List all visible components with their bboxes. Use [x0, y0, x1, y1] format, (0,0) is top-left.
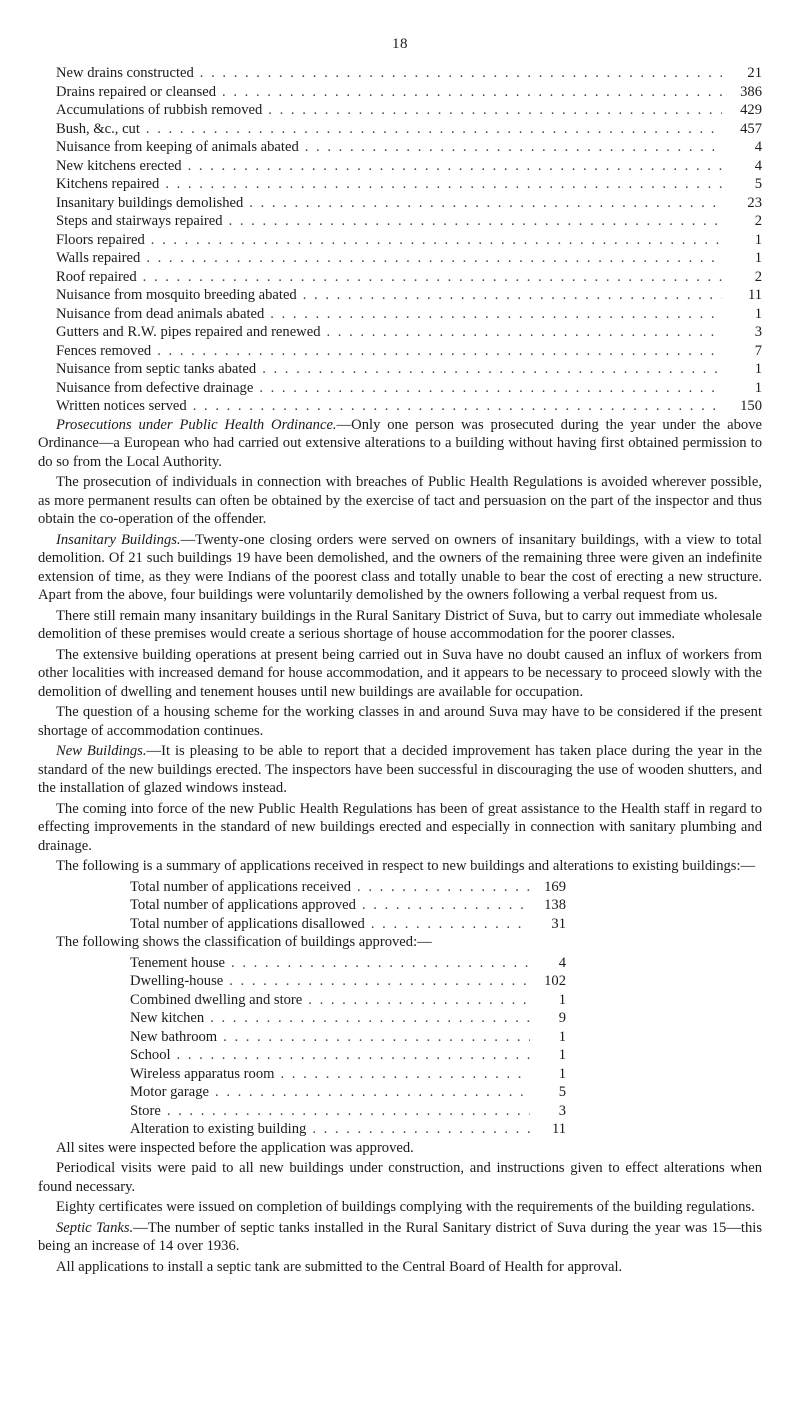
row-value: 4 — [754, 157, 762, 174]
row-label: Roof repaired — [56, 268, 137, 285]
table-row — [130, 878, 566, 897]
row-label: New kitchen — [130, 1010, 205, 1026]
row-label: New kitchens erected — [56, 157, 182, 174]
row-label: Combined dwelling and store — [130, 991, 303, 1008]
applications-table — [130, 878, 566, 934]
paragraph: Eighty certificates were issued on completion of buildings complying with the requirements of the building regulations. — [56, 1199, 755, 1215]
table-row — [56, 379, 762, 398]
table-row — [130, 896, 566, 915]
row-label: Written notices served — [56, 398, 187, 414]
leader-dots — [321, 323, 723, 342]
table-row — [130, 1102, 566, 1121]
row-value: 23 — [747, 194, 762, 211]
paragraph-text: —It is pleasing to be able to report that a decided improvement has taken place during the year in the standard of the new buildings erected. The inspectors have been successful in discouraging the use of wooden shutters, and the installation of glazed windows instead. — [38, 743, 762, 796]
row-label: Floors repaired — [56, 231, 145, 248]
row-value: 4 — [754, 139, 762, 155]
row-label: Total number of applications disallowed — [130, 915, 365, 932]
paragraph-septic-tanks — [38, 1219, 762, 1256]
table-row — [130, 1083, 566, 1102]
row-label: Walls repaired — [56, 250, 141, 266]
paragraph: All applications to install a septic tank are submitted to the Central Board of Health for approval. — [56, 1258, 623, 1275]
row-label: Total number of applications approved — [130, 897, 356, 913]
row-label: Bush, &c., cut — [56, 120, 140, 137]
paragraph-new-buildings — [38, 742, 762, 798]
table-row — [56, 323, 762, 342]
table-row — [56, 175, 762, 194]
row-value: 1 — [754, 305, 762, 322]
leader-dots — [253, 379, 722, 398]
leader-dots — [302, 991, 530, 1010]
leader-dots — [140, 249, 722, 268]
row-label: Tenement house — [130, 954, 226, 971]
leader-dots — [275, 1065, 531, 1084]
leader-dots — [365, 915, 530, 934]
paragraph: All sites were inspected before the application was approved. — [56, 1139, 414, 1156]
table-row — [56, 157, 762, 176]
row-value: 429 — [740, 102, 762, 118]
table-row — [130, 1046, 566, 1065]
section-heading: New Buildings. — [56, 743, 147, 759]
row-label: Store — [130, 1102, 161, 1119]
row-value: 1 — [754, 250, 762, 266]
leader-dots — [262, 101, 722, 120]
table-row — [130, 1028, 566, 1047]
row-value: 11 — [551, 1121, 566, 1137]
row-label: Steps and stairways repaired — [56, 213, 223, 229]
leader-dots — [145, 231, 722, 250]
row-label: Insanitary buildings demolished — [56, 194, 244, 211]
section-heading: Prosecutions under Public Health Ordinance. — [56, 416, 337, 433]
row-value: 1 — [558, 991, 566, 1008]
row-label: School — [130, 1047, 171, 1063]
section-heading: Septic Tanks. — [56, 1219, 134, 1236]
leader-dots — [204, 1009, 530, 1028]
paragraph-text: —The number of septic tanks installed in the Rural Sanitary district of Suva during the year was 15—this being an increase of 14 over 1936. — [38, 1219, 762, 1254]
works-table — [56, 64, 762, 416]
row-value: 31 — [551, 915, 566, 932]
leader-dots — [356, 896, 530, 915]
table-row — [56, 231, 762, 250]
leader-dots — [223, 212, 722, 231]
paragraph: The following shows the classification of buildings approved:— — [56, 934, 432, 950]
table-row — [56, 212, 762, 231]
row-label: Accumulations of rubbish removed — [56, 102, 263, 118]
row-value: 1 — [754, 379, 762, 396]
paragraph-insanitary-buildings — [38, 531, 762, 605]
paragraph-prosecutions — [38, 416, 762, 472]
row-value: 5 — [754, 176, 762, 192]
leader-dots — [140, 120, 722, 139]
row-value: 169 — [544, 878, 566, 895]
section-heading: Insanitary Buildings. — [56, 531, 181, 548]
paragraph-text: —Twenty-one closing orders were served on owners of insanitary buildings, with a view to total demolition. Of 21 such buildings 19 have been demolished, and the owners of the remaining three were given an indefinite extension of time, as they were Indians of the poorest class and totally unable to bear the cost of erecting a new structure. Apart from the above, four buildings were voluntarily demolished by the owners following a verbal request from us. — [38, 531, 762, 603]
paragraph-text: —Only one person was prosecuted during the year under the above Ordinance—a European who had carried out extensive alterations to a building without having first obtained permission to do so from the Local Authority. — [38, 416, 762, 470]
row-value: 3 — [754, 324, 762, 340]
table-row — [130, 1009, 566, 1028]
table-row — [130, 915, 566, 934]
paragraph: The extensive building operations at present being carried out in Suva have no doubt caused an influx of workers from other localities with increased demand for house accommodation, and it appears to be necessary to proceed slowly with the demolition of dwelling and tenement houses until new buildings are available for occupation. — [38, 646, 762, 700]
row-value: 1 — [558, 1047, 566, 1063]
row-label: Wireless apparatus room — [130, 1065, 275, 1082]
leader-dots — [209, 1083, 530, 1102]
paragraph: The question of a housing scheme for the working classes in and around Suva may have to be considered if the present shortage of accommodation continues. — [38, 704, 762, 739]
leader-dots — [256, 360, 722, 379]
leader-dots — [351, 878, 530, 897]
row-value: 150 — [740, 398, 762, 414]
row-value: 7 — [754, 342, 762, 359]
row-label: Dwelling-house — [130, 973, 224, 989]
row-value: 2 — [754, 213, 762, 229]
row-label: New bathroom — [130, 1028, 218, 1045]
table-row — [130, 1065, 566, 1084]
row-label: Drains repaired or cleansed — [56, 83, 217, 100]
table-row — [56, 268, 762, 287]
table-row — [56, 83, 762, 102]
row-value: 11 — [747, 287, 762, 303]
row-value: 1 — [754, 231, 762, 248]
table-row — [130, 1120, 566, 1139]
row-value: 1 — [558, 1065, 566, 1082]
leader-dots — [182, 157, 722, 176]
row-value: 102 — [544, 973, 566, 989]
row-value: 386 — [740, 83, 762, 100]
row-value: 457 — [740, 120, 762, 137]
table-row — [56, 342, 762, 361]
table-row — [56, 360, 762, 379]
table-row — [130, 972, 566, 991]
leader-dots — [137, 268, 722, 287]
table-row — [56, 286, 762, 305]
table-row — [56, 194, 762, 213]
paragraph: Periodical visits were paid to all new buildings under construction, and instructions given to effect alterations when found necessary. — [38, 1160, 762, 1195]
leader-dots — [159, 175, 722, 194]
paragraph: The prosecution of individuals in connection with breaches of Public Health Regulations is avoided wherever possible, as more permanent results can often be obtained by the exercise of tact and persuasion on the part of the inspector and thus obtain the co-operation of the offender. — [38, 474, 762, 527]
row-value: 1 — [754, 361, 762, 377]
table-row — [56, 138, 762, 157]
row-value: 5 — [558, 1084, 566, 1100]
row-label: Motor garage — [130, 1084, 210, 1100]
row-value: 138 — [544, 897, 566, 913]
table-row — [56, 120, 762, 139]
row-label: Gutters and R.W. pipes repaired and renewed — [56, 324, 321, 340]
row-label: Nuisance from defective drainage — [56, 379, 254, 396]
leader-dots — [161, 1102, 530, 1121]
paragraph: The coming into force of the new Public Health Regulations has been of great assistance to the Health staff in regard to effecting improvements in the standard of new buildings erected and especially in connection with sanitary plumbing and drainage. — [38, 800, 762, 854]
row-label: Total number of applications received — [130, 878, 352, 895]
table-row — [56, 397, 762, 416]
leader-dots — [194, 64, 722, 83]
row-value: 2 — [754, 268, 762, 285]
leader-dots — [223, 972, 530, 991]
row-value: 3 — [558, 1102, 566, 1119]
leader-dots — [216, 83, 722, 102]
page-number: 18 — [392, 36, 408, 52]
row-label: Nuisance from dead animals abated — [56, 305, 265, 322]
leader-dots — [217, 1028, 530, 1047]
row-value: 1 — [558, 1028, 566, 1045]
leader-dots — [187, 397, 722, 416]
paragraph: There still remain many insanitary buildings in the Rural Sanitary District of Suva, but to carry out immediate wholesale demolition of these premises would create a serious shortage of house accommodation for the poorer classes. — [38, 607, 762, 642]
leader-dots — [306, 1120, 530, 1139]
row-value: 21 — [747, 65, 762, 81]
table-row — [56, 305, 762, 324]
row-value: 4 — [558, 954, 566, 971]
leader-dots — [297, 286, 722, 305]
row-label: Nuisance from septic tanks abated — [56, 361, 257, 377]
row-label: Kitchens repaired — [56, 176, 160, 192]
leader-dots — [151, 342, 722, 361]
row-value: 9 — [558, 1010, 566, 1026]
table-row — [56, 249, 762, 268]
classification-table — [130, 954, 566, 1139]
row-label: Nuisance from keeping of animals abated — [56, 139, 299, 155]
table-row — [130, 954, 566, 973]
row-label: Alteration to existing building — [130, 1121, 307, 1137]
leader-dots — [299, 138, 722, 157]
table-row — [56, 64, 762, 83]
leader-dots — [171, 1046, 530, 1065]
leader-dots — [225, 954, 530, 973]
row-label: Fences removed — [56, 342, 152, 359]
row-label: Nuisance from mosquito breeding abated — [56, 287, 297, 303]
leader-dots — [264, 305, 722, 324]
leader-dots — [243, 194, 722, 213]
report-body — [38, 64, 762, 1278]
paragraph: The following is a summary of applications received in respect to new buildings and alterations to existing buildings:— — [56, 858, 756, 874]
table-row — [56, 101, 762, 120]
row-label: New drains constructed — [56, 65, 194, 81]
table-row — [130, 991, 566, 1010]
